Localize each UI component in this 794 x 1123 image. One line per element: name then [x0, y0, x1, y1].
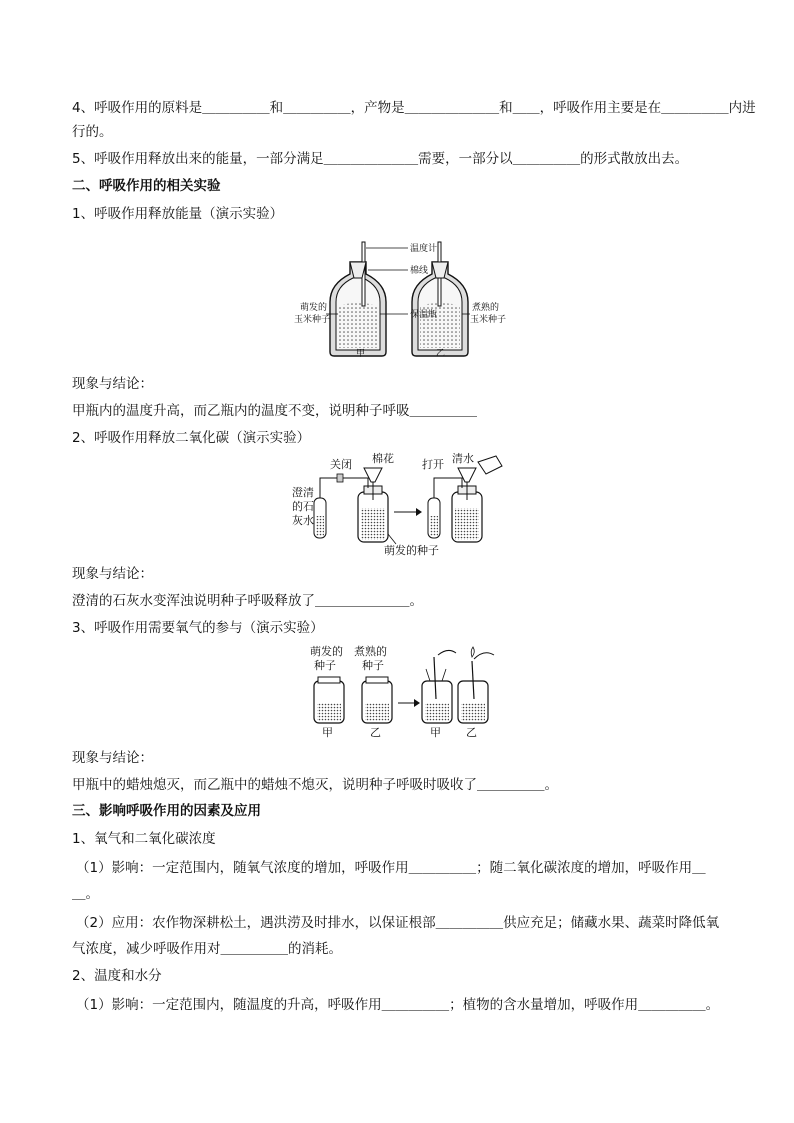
label-germinating-2: 种子 [314, 659, 336, 672]
q5-line: 5、呼吸作用释放出来的能量，一部分满足＿＿＿＿＿＿＿需要，一部分以＿＿＿＿＿的形式散放出去。 [72, 151, 689, 167]
label-clear-water: 清水 [452, 452, 474, 465]
conclusion-2: 澄清的石灰水变浑浊说明种子呼吸释放了＿＿＿＿＿＿＿。 [72, 593, 423, 609]
label-cotton-thread: 棉线 [410, 266, 429, 276]
experiment-2-title: 2、呼吸作用释放二氧化碳（演示实验） [72, 430, 311, 446]
observation-label-2: 现象与结论： [72, 566, 153, 582]
label-cotton-wool: 棉花 [372, 452, 394, 465]
label-closed: 关闭 [330, 458, 352, 471]
label-jia: 甲 [356, 349, 366, 359]
flask-yi [412, 242, 468, 356]
q4-line-1: 4、呼吸作用的原料是＿＿＿＿＿和＿＿＿＿＿，产物是＿＿＿＿＿＿＿和＿＿，呼吸作用主要是在＿＿＿＿＿内进 [72, 100, 756, 116]
figure-thermos-experiment [290, 234, 520, 364]
label-jia-before: 甲 [322, 726, 333, 739]
factor-1-application-line-2: 气浓度，减少呼吸作用对＿＿＿＿＿的消耗。 [72, 941, 342, 957]
label-cooked-1: 煮熟的 [354, 645, 387, 658]
figure-co2-experiment [292, 452, 507, 556]
label-limewater-3: 灰水 [292, 514, 314, 527]
label-jia-after: 甲 [430, 726, 441, 739]
label-yi-after: 乙 [466, 726, 477, 739]
label-limewater-2: 的石 [292, 500, 314, 513]
factor-1-effect-line-1: （1）影响：一定范围内，随氧气浓度的增加，呼吸作用＿＿＿＿＿；随二氧化碳浓度的增加，呼吸作用＿ [76, 860, 706, 876]
factor-1-application-line-1: （2）应用：农作物深耕松土，遇洪涝及时排水，以保证根部＿＿＿＿＿供应充足；储藏水果、蔬菜时降低氧 [76, 915, 720, 931]
label-open: 打开 [422, 458, 444, 471]
label-left-seed-2: 玉米种子 [294, 315, 331, 325]
label-thermos: 保温瓶 [410, 310, 438, 320]
q4-line-2: 行的。 [72, 124, 113, 140]
factor-2-effect: （1）影响：一定范围内，随温度的升高，呼吸作用＿＿＿＿＿；植物的含水量增加，呼吸作用＿＿＿＿＿。 [76, 997, 720, 1013]
section-3-heading: 三、影响呼吸作用的因素及应用 [72, 803, 261, 819]
label-right-seed-2: 玉米种子 [470, 315, 507, 325]
label-right-seed-1: 煮熟的 [472, 303, 500, 313]
label-yi-before: 乙 [370, 726, 381, 739]
label-yi: 乙 [436, 349, 446, 359]
label-germinating-1: 萌发的 [310, 645, 343, 658]
label-limewater-1: 澄清 [292, 486, 314, 499]
experiment-1-title: 1、呼吸作用释放能量（演示实验） [72, 206, 284, 222]
jar-jia-after [422, 650, 456, 723]
jar-yi-after [458, 647, 494, 723]
observation-label-3: 现象与结论： [72, 750, 153, 766]
label-left-seed-1: 萌发的 [300, 303, 328, 313]
label-germinating-seeds: 萌发的种子 [384, 544, 439, 556]
factor-1-effect-line-2: ＿。 [72, 886, 99, 902]
factor-2-title: 2、温度和水分 [72, 968, 162, 984]
factor-1-title: 1、氧气和二氧化碳浓度 [72, 831, 216, 847]
experiment-3-title: 3、呼吸作用需要氧气的参与（演示实验） [72, 620, 324, 636]
observation-label-1: 现象与结论： [72, 376, 153, 392]
label-thermometer: 温度计 [410, 244, 438, 254]
figure-oxygen-experiment [300, 643, 500, 739]
conclusion-3: 甲瓶中的蜡烛熄灭，而乙瓶中的蜡烛不熄灭，说明种子呼吸时吸收了＿＿＿＿＿。 [72, 777, 558, 793]
jar-jia-before [314, 677, 344, 723]
jar-yi-before [362, 677, 392, 723]
label-cooked-2: 种子 [362, 659, 384, 672]
jar-left [314, 468, 388, 542]
section-2-heading: 二、呼吸作用的相关实验 [72, 178, 221, 194]
flask-jia [330, 242, 386, 356]
conclusion-1: 甲瓶内的温度升高，而乙瓶内的温度不变，说明种子呼吸＿＿＿＿＿ [72, 403, 477, 419]
